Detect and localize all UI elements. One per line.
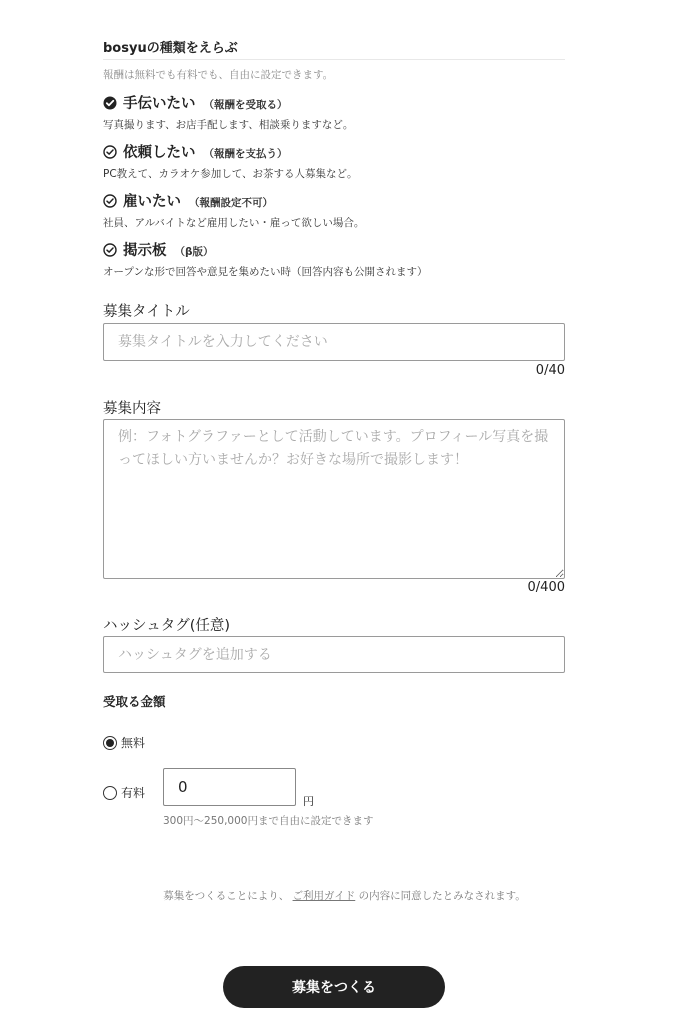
check-circle-filled-icon (103, 96, 117, 110)
content-label: 募集内容 (103, 401, 161, 417)
title-label: 募集タイトル (103, 304, 190, 320)
agreement-after: の内容に同意したとみなされます。 (358, 890, 526, 902)
type-option-help[interactable] (103, 92, 353, 132)
content-textarea[interactable] (103, 419, 565, 579)
agreement-before: 募集をつくることにより、 (163, 890, 290, 902)
type-option-title: 手伝いたい (123, 96, 196, 112)
type-option-request[interactable] (103, 141, 358, 181)
check-circle-outline-icon (103, 243, 117, 257)
type-option-sub: （報酬を支払う） (203, 148, 288, 160)
type-option-hire[interactable] (103, 190, 364, 230)
price-paid-label: 有料 (121, 786, 146, 800)
check-circle-outline-icon (103, 194, 117, 208)
type-option-sub: （報酬を受取る） (203, 99, 288, 111)
radio-paid[interactable] (103, 786, 117, 800)
price-range-note: 300円〜250,000円まで自由に設定できます (163, 815, 374, 827)
type-option-desc: PC教えて、カラオケ参加して、お茶する人募集など。 (103, 168, 358, 180)
price-free-label: 無料 (121, 736, 146, 750)
title-counter: 0/40 (535, 363, 565, 378)
check-circle-outline-icon (103, 145, 117, 159)
type-option-desc: 社員、アルバイトなど雇用したい・雇って欲しい場合。 (103, 217, 365, 229)
section-divider (103, 59, 565, 60)
type-option-sub: （β版） (174, 246, 214, 258)
type-option-sub: （報酬設定不可） (189, 197, 273, 209)
usage-guide-link[interactable]: ご利用ガイド (292, 890, 356, 902)
title-input[interactable] (103, 323, 565, 361)
type-option-desc: オープンな形で回答や意見を集めたい時（回答内容も公開されます） (103, 266, 428, 278)
type-option-desc: 写真撮ります、お店手配します、相談乗りますなど。 (103, 119, 354, 131)
type-section-note: 報酬は無料でも有料でも、自由に設定できます。 (103, 69, 334, 81)
hashtag-input[interactable] (103, 636, 565, 673)
type-option-title: 雇いたい (123, 194, 181, 210)
create-bosyu-button[interactable]: 募集をつくる (223, 966, 445, 1008)
agreement-text (0, 888, 689, 903)
price-paid-option[interactable] (103, 784, 145, 801)
type-option-board[interactable] (103, 239, 428, 279)
radio-free[interactable] (103, 736, 117, 750)
type-option-title: 依頼したい (123, 145, 196, 161)
type-option-title: 掲示板 (123, 243, 167, 259)
price-free-option[interactable] (103, 734, 145, 751)
price-unit: 円 (303, 795, 314, 808)
price-amount-input[interactable] (163, 768, 296, 806)
type-section-title: bosyuの種類をえらぶ (103, 41, 238, 56)
price-section-title: 受取る金額 (103, 694, 166, 709)
hashtag-label: ハッシュタグ(任意) (103, 618, 231, 634)
content-counter: 0/400 (527, 580, 565, 595)
